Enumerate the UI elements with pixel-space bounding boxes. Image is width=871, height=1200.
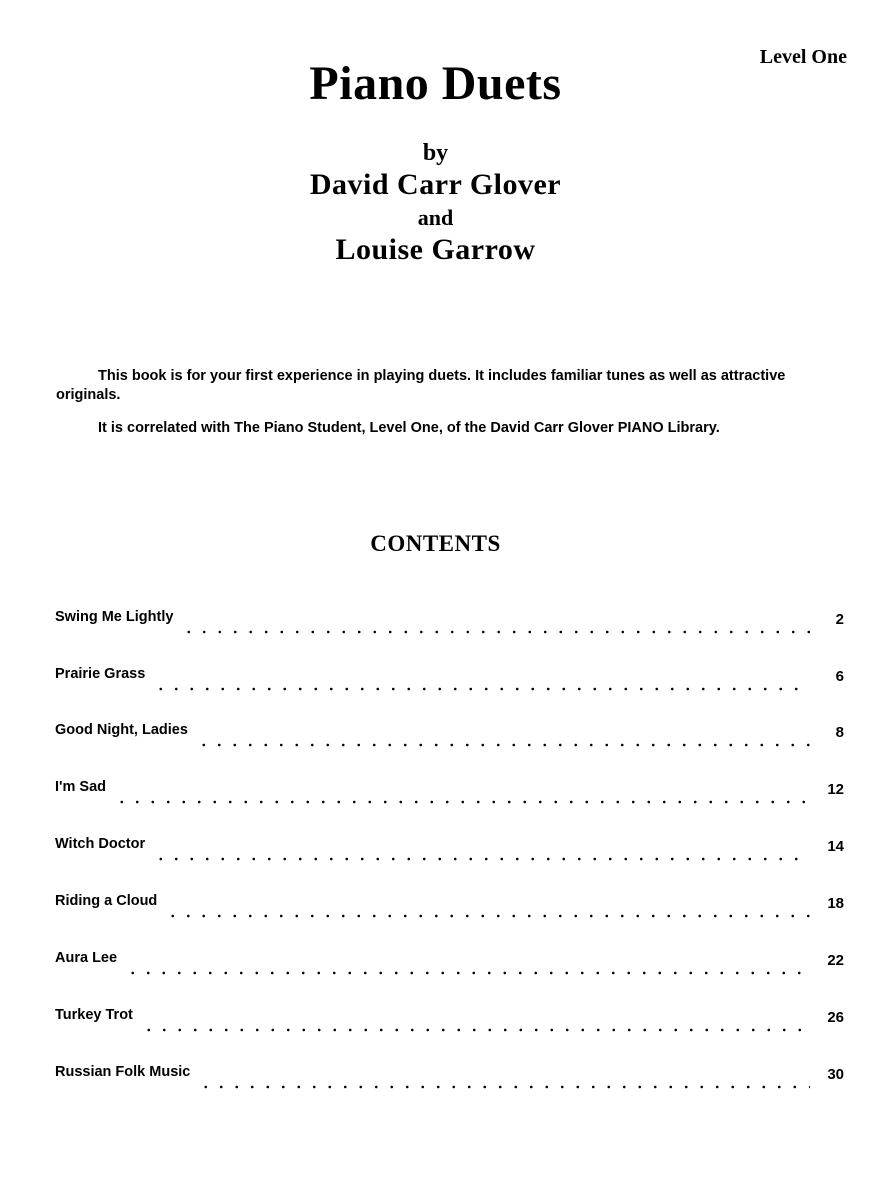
- author-primary: David Carr Glover: [309, 168, 562, 201]
- contents-item-page: 14: [827, 838, 844, 855]
- dot-leader: [125, 971, 810, 975]
- dot-leader: [141, 1028, 810, 1032]
- dot-leader: [196, 743, 810, 747]
- contents-item-title: Aura Lee: [55, 950, 118, 966]
- contents-item-title: Good Night, Ladies: [55, 722, 188, 738]
- byline-by: by: [422, 140, 449, 166]
- dot-leader: [198, 1085, 810, 1089]
- contents-item-title: Turkey Trot: [55, 1007, 133, 1023]
- dot-leader: [181, 630, 810, 634]
- contents-item-title: Swing Me Lightly: [55, 609, 174, 625]
- contents-item-page: 30: [827, 1066, 844, 1083]
- contents-item-page: 22: [827, 952, 844, 969]
- dot-leader: [165, 914, 810, 918]
- contents-item: [55, 778, 844, 802]
- contents-item-page: 26: [827, 1009, 844, 1026]
- correlation-paragraph: It is correlated with The Piano Student, Level One, of the David Carr Glover PIANO Library.: [98, 420, 720, 436]
- author-secondary: Louise Garrow: [335, 233, 536, 266]
- contents-item-title: I'm Sad: [55, 779, 106, 795]
- contents-item-title: Riding a Cloud: [55, 893, 158, 909]
- level-label: Level One: [759, 46, 847, 68]
- contents-item: [55, 665, 844, 689]
- contents-item-page: 8: [835, 724, 844, 741]
- dot-leader: [153, 687, 810, 691]
- contents-item: [55, 949, 844, 973]
- book-title: Piano Duets: [309, 57, 562, 110]
- contents-item-title: Prairie Grass: [55, 666, 146, 682]
- contents-item: [55, 1006, 844, 1030]
- contents-item-page: 12: [827, 781, 844, 798]
- contents-item-page: 18: [827, 895, 844, 912]
- contents-item: [55, 1063, 844, 1087]
- contents-item-title: Russian Folk Music: [55, 1064, 191, 1080]
- contents-item-page: 2: [835, 611, 844, 628]
- contents-item: [55, 608, 844, 632]
- contents-item: [55, 835, 844, 859]
- dot-leader: [153, 857, 810, 861]
- intro-paragraph: This book is for your first experience in playing duets. It includes familiar tunes as well as attractive originals.: [56, 368, 786, 403]
- contents-item-title: Witch Doctor: [55, 836, 146, 852]
- dot-leader: [114, 800, 810, 804]
- byline-and: and: [417, 205, 454, 230]
- contents-item-page: 6: [835, 668, 844, 685]
- contents-item: [55, 892, 844, 916]
- contents-heading: CONTENTS: [370, 531, 501, 556]
- contents-item: [55, 721, 844, 745]
